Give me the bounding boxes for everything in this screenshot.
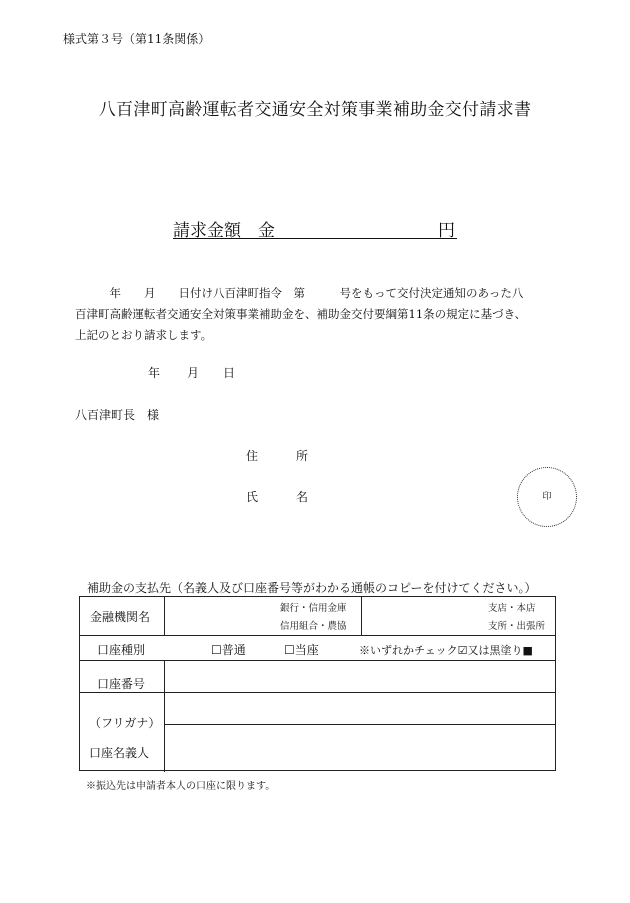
row-divider [164,724,555,725]
paragraph-line-2: 百津町高齢運転者交通安全対策事業補助金を、補助金交付要綱第11条の規定に基づき、 [75,307,527,321]
date-day: 日 [223,366,236,380]
paragraph-line-1: 年 月 日付け八百津町指令 第 号をもって交付決定通知のあった八 [75,286,524,300]
addressee: 八百津町長 様 [75,408,160,422]
paragraph-line-3: 上記のとおり請求します。 [75,328,213,342]
column-divider [164,597,165,635]
seal-circle: 印 [517,467,577,527]
address-label-1: 住 [246,449,259,463]
document-title: 八百津町高齢運転者交通安全対策事業補助金交付請求書 [98,100,532,120]
furigana-label: （フリガナ） [89,716,161,730]
address-label-2: 所 [296,449,309,463]
account-holder-label: 口座名義人 [89,746,150,760]
request-paragraph [75,283,526,346]
account-number-label: 口座番号 [97,677,146,691]
amount-line [173,216,457,239]
name-label-1: 氏 [246,490,259,504]
regular-account-checkbox[interactable]: ☐普通 [211,643,246,657]
checking-account-checkbox[interactable]: ☐当座 [284,643,319,657]
amount-label: 請求金額 金 [173,221,275,241]
account-type-label: 口座種別 [97,643,146,657]
bank-name-label: 金融機関名 [90,610,151,624]
form-number: 様式第３号（第11条関係） [63,32,211,46]
row-divider [80,635,555,636]
column-divider [361,597,362,635]
column-divider [164,660,165,772]
payment-caption: 補助金の支払先（名義人及び口座番号等がわかる通帳のコピーを付けてください。） [87,581,537,595]
payment-table [79,596,556,771]
name-label-2: 名 [296,490,309,504]
branch-types-line-1: 支店・本店 [488,603,536,614]
bank-types-line-2: 信用組合・農協 [280,621,347,632]
check-instruction: ※いずれかチェック☑又は黒塗り■ [359,644,533,657]
date-year: 年 [148,366,161,380]
date-month: 月 [187,366,200,380]
amount-unit: 円 [438,221,455,241]
row-divider [80,660,555,661]
bank-types-line-1: 銀行・信用金庫 [280,603,347,614]
row-divider [80,692,555,693]
footnote: ※振込先は申請者本人の口座に限ります。 [86,781,276,792]
branch-types-line-2: 支所・出張所 [488,621,546,632]
